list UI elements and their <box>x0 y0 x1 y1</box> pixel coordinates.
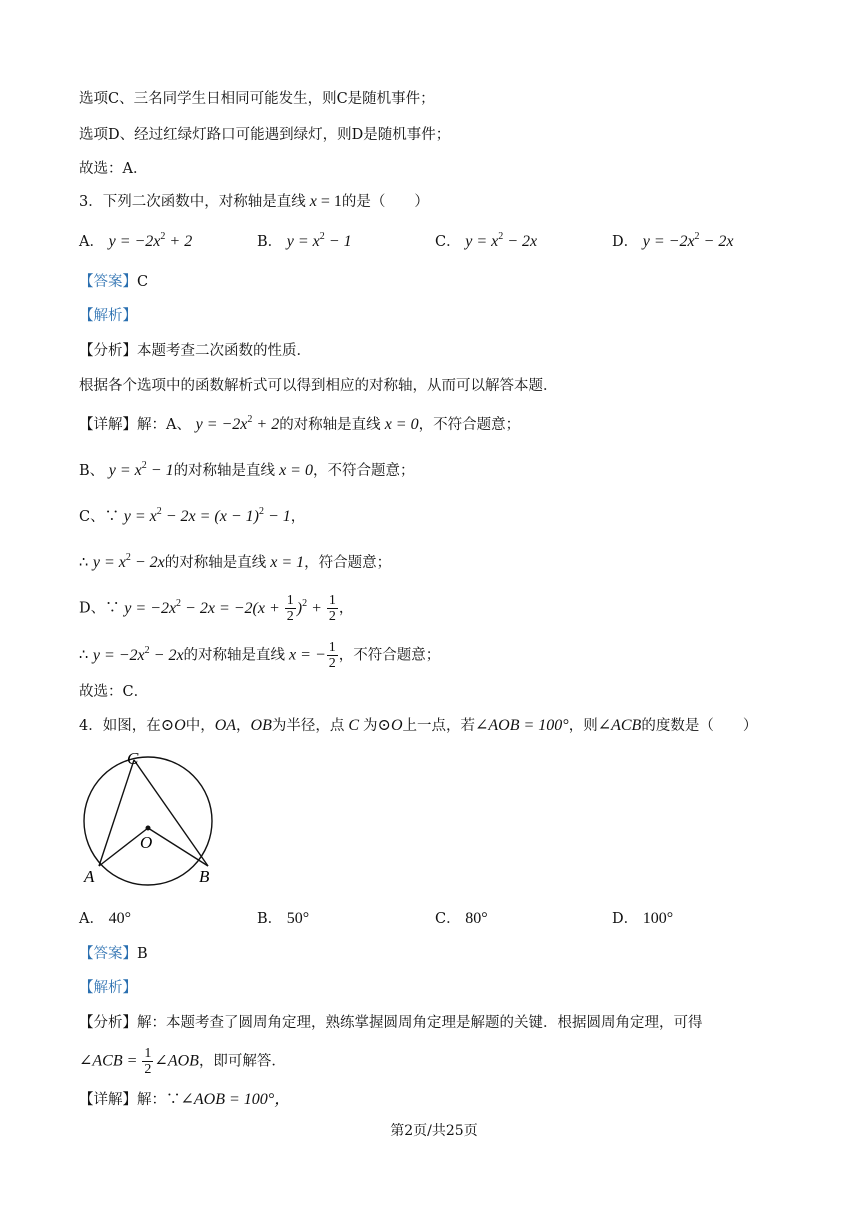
q4-answer: 【答案】B <box>79 946 148 962</box>
circle-o <box>84 757 212 885</box>
q3-detail-a: 【详解】解：A、 $y = -2x^2 + 2$的对称轴是直线 x = 0，不符合题意； <box>79 414 521 433</box>
q3-option-d: D． $y = -2x^2 - 2x$ <box>612 231 734 250</box>
q4-analysis: 【分析】解：本题考查了圆周角定理，熟练掌握圆周角定理是解题的关键．根据圆周角定理，可得 <box>79 1015 703 1031</box>
q3-detail-b: B、 $y = x^2 - 1$的对称轴是直线 x = 0，不符合题意； <box>79 460 415 479</box>
q4-stem: 4．如图，在⊙O中，OA，OB为半径，点 C 为⊙O上一点，若∠AOB = 100°，则∠ACB的度数是（ ） <box>79 717 758 734</box>
text-line-option-d: 选项D、经过红绿灯路口可能遇到绿灯，则D是随机事件； <box>79 127 451 143</box>
q3-analysis: 【分析】本题考查二次函数的性质． <box>79 343 311 359</box>
text-line-choice: 故选：A． <box>79 161 148 177</box>
q3-option-b: B． $y = x^2 - 1$ <box>257 231 352 250</box>
q4-detail: 【详解】解：∵∠AOB = 100°， <box>79 1091 291 1108</box>
page-footer: 第2页/共25页 <box>390 1123 478 1139</box>
q3-detail-c-result: ∴ $y = x^2 - 2x$的对称轴是直线 x = 1，符合题意； <box>79 552 392 571</box>
circle-figure <box>74 744 224 892</box>
label-c: C <box>127 749 139 768</box>
center-point <box>146 826 151 831</box>
chord-ca <box>99 760 134 866</box>
q4-option-a: A． 40° <box>79 910 131 927</box>
q3-conclusion: 故选：C． <box>79 684 149 700</box>
q3-stem: 3．下列二次函数中，对称轴是直线 x = 1的是（ ） <box>79 193 429 210</box>
q4-option-c: C． 80° <box>435 910 488 927</box>
radius-ob <box>148 828 208 866</box>
q3-jiexi-label: 【解析】 <box>79 308 137 324</box>
q4-analysis-formula: ∠ACB = $\frac{1}{2}$ ∠AOB，即可解答． <box>79 1046 286 1077</box>
q4-jiexi-label: 【解析】 <box>79 980 137 996</box>
q3-detail-d: D、∵ $y = -2x^2 - 2x = -2(x$ + $\frac{1}{2}$ )$^2$ + $\frac{1}{2}$ ， <box>79 593 354 624</box>
q4-option-d: D． 100° <box>612 910 674 927</box>
q3-detail-c: C、∵ $y = x^2 - 2x = (x - 1)^2 - 1$， <box>79 506 306 525</box>
text-line-option-c: 选项C、三名同学生日相同可能发生，则C是随机事件； <box>79 91 435 107</box>
q3-option-a: A． $y = -2x^2 + 2$ <box>79 231 193 250</box>
q3-detail-d-result: ∴ $y = -2x^2 - 2x$的对称轴是直线 x = − $\frac{1}{2}$ ，不符合题意； <box>79 640 441 671</box>
label-a: A <box>84 867 95 886</box>
q3-basis: 根据各个选项中的函数解析式可以得到相应的对称轴，从而可以解答本题． <box>79 378 558 394</box>
q4-option-b: B． 50° <box>257 910 310 927</box>
label-b: B <box>199 867 210 886</box>
q3-option-c: C． $y = x^2 - 2x$ <box>435 231 538 250</box>
q3-answer: 【答案】C <box>79 274 149 290</box>
label-o: O <box>140 833 153 852</box>
